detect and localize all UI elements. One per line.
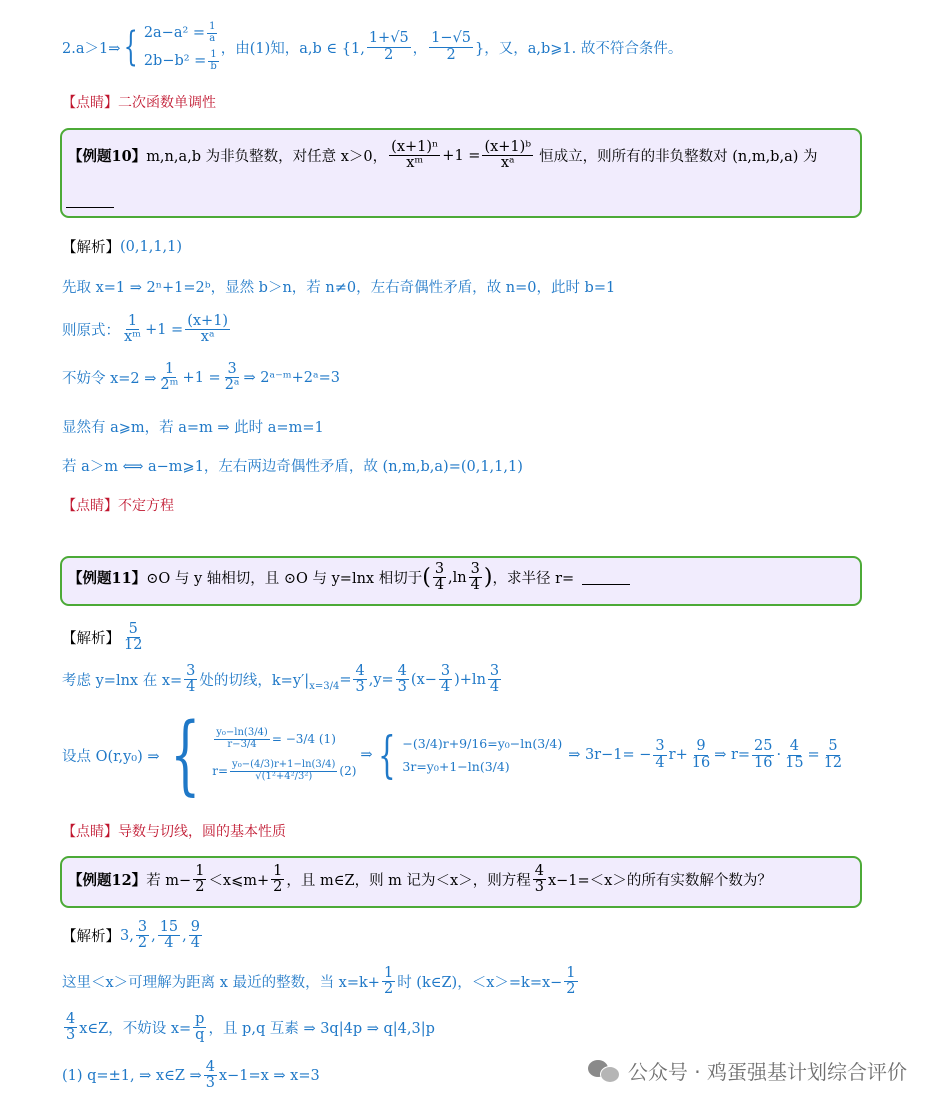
note-derivative: 【点睛】导数与切线，圆的基本性质 [62, 824, 286, 840]
solution-12-answer: 【解析】 3, 3 2 , 15 4 , 9 4 [62, 919, 200, 952]
answer-blank [582, 570, 630, 585]
example-12-statement: 【例题12】 若 m− $\frac{1}{2}$ ＜x⩽m+ $\frac{1}{2}$ ，且 m∈Z，则 m 记为＜x＞，则方程 4 3 x−1=＜x＞的所有实数解个数为？ [68, 863, 772, 896]
note-quadratic: 【点睛】二次函数单调性 [62, 95, 216, 111]
top-solution-line: 2.a＞1⇒ { 2a−a² = $\frac{1}{a}$ 2b−b² = $\frac{1}{b}$ ，由(1)知，a,b ∈ {1, 1+√5 2 ， 1−√5 2 }，又，a,b⩾1. 故不符合条件。 [62, 21, 683, 72]
example-12-box [60, 856, 862, 908]
left-brace: { [377, 726, 396, 784]
solution-10-line3: 不妨令 x=2 ⇒ 1 2ᵐ +1 = $\frac{3}{\text{2ᵃ}}$ ⇒ 2ᵃ⁻ᵐ+2ᵃ=3 [62, 361, 340, 394]
note-indeterminate: 【点睛】不定方程 [62, 498, 174, 514]
solution-11-answer: 【解析】 5 12 [62, 621, 143, 654]
solution-12-line1: 这里＜x＞可理解为距离 x 最近的整数，当 x=k+ $\frac{1}{2}$ 时 (k∈Z)，＜x＞=k=x− $\frac{1}{2}$ [62, 965, 576, 998]
solution-10-line4: 显然有 a⩾m，若 a=m ⇒ 此时 a=m=1 [62, 420, 324, 436]
example-10-statement: 【例题10】 m,n,a,b 为非负整数，对任意 x＞0， (x+1)ⁿ xᵐ +1 = $\frac{\text{(x+1)ᵇ}}{\text{xᵃ}}$ 恒成立，则所有的非负整数对 (n,m,b,a) 为 [68, 139, 818, 172]
solution-12-line2: 4 3 x∈Z，不妨设 x= $\frac{p}{q}$ ，且 p,q 互素 ⇒ 3q|4p ⇒ q|4,3|p [66, 1011, 435, 1044]
solution-11-line2: 设点 O(r,y₀) ⇒ { $\frac{\text{y₀−ln(3/4)}}{r-3/4}$ = −3/4 (1) r= $\frac{\text{y₀−(4/3)r+1−ln(3/4)}}{\text{√(1²+4²/3²)}}$ (2) ⇒ { −(3/4)r+9/16=y₀−ln(3/4) 3r=y₀+1−ln(3/4) ⇒ 3r−1= − $\frac{3}{4}$ r+ $\frac{9}{16}$ ⇒ r= $\frac{25}{16}$ · $\frac{4}{15}$ = $\frac{5}{12}$ [62, 705, 843, 805]
answer-blank [66, 193, 114, 208]
example-10-box [60, 128, 862, 218]
solution-11-line1: 考虑 y=lnx 在 x= $\frac{3}{4}$ 处的切线，k=y′| x=3/4 = $\frac{4}{3}$ ,y= $\frac{4}{3}$ (x− $\frac{3}{4}$ )+ln 3 4 [62, 663, 500, 696]
left-brace: { [124, 24, 139, 70]
solution-10-line1: 先取 x=1 ⇒ 2ⁿ+1=2ᵇ，显然 b＞n，若 n≠0，左右奇偶性矛盾，故 n=0，此时 b=1 [62, 280, 616, 296]
solution-10-line5: 若 a＞m ⟺ a−m⩾1，左右两边奇偶性矛盾，故 (n,m,b,a)=(0,1,1,1) [62, 459, 523, 475]
example-11-box [60, 556, 862, 606]
wechat-icon [588, 1058, 620, 1084]
watermark: 公众号 · 鸡蛋强基计划综合评价 [588, 1056, 907, 1085]
example-11-statement: 【例题11】 ⊙O 与 y 轴相切，且 ⊙O 与 y=lnx 相切于 ( 3 4 ,ln 3 4 ) ，求半径 r= [68, 562, 630, 593]
left-brace: { [169, 705, 200, 805]
solution-10-line2: 则原式： 1 xᵐ +1 = $\frac{(x+1)}{\text{xᵃ}}$ [62, 313, 229, 346]
solution-10-answer: 【解析】 (0,1,1,1) [62, 238, 183, 256]
solution-12-line3: (1) q=±1, ⇒ x∈Z ⇒ 4 3 x−1=x ⇒ x=3 [62, 1059, 320, 1092]
